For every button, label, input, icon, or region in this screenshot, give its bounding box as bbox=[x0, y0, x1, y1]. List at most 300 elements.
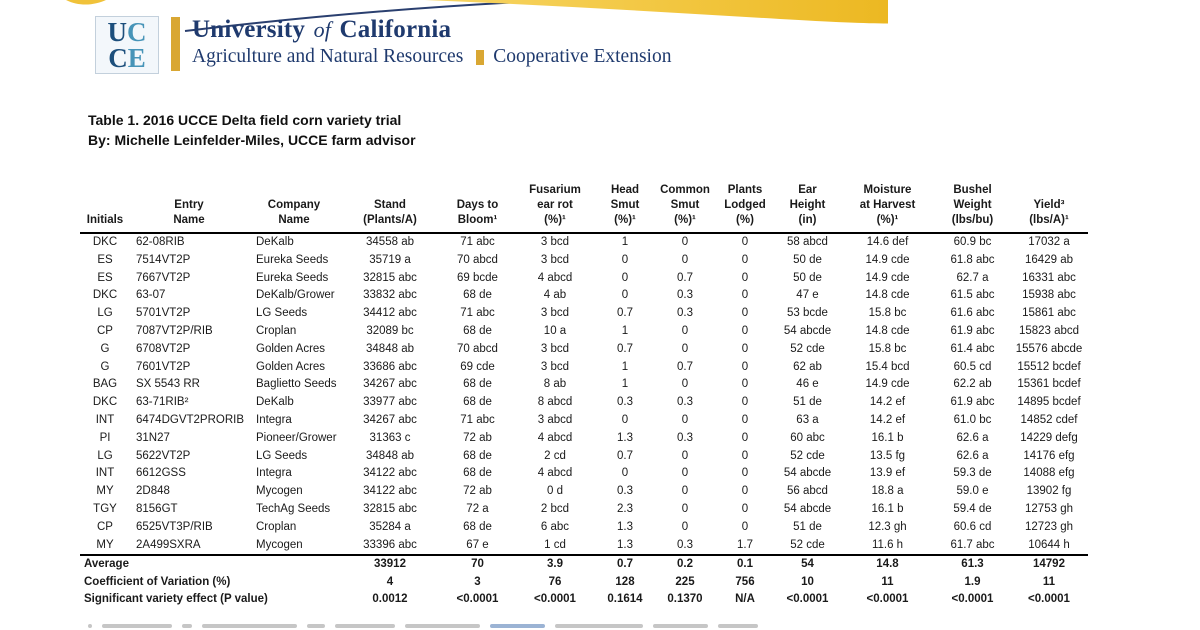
cell-company-name: Golden Acres bbox=[256, 360, 326, 373]
cell-stand: 34267 abc bbox=[363, 378, 417, 391]
cell-yield: 14895 bcdef bbox=[1017, 396, 1081, 409]
summary-cell-head-smut: 128 bbox=[615, 575, 635, 588]
cell-days-to-bloom: 70 abcd bbox=[457, 342, 498, 355]
cell-company-name: Croplan bbox=[256, 520, 297, 533]
cell-common-smut: 0.3 bbox=[677, 289, 693, 302]
cell-bushel-weight: 59.4 de bbox=[953, 502, 992, 515]
cell-ear-height: 54 abcde bbox=[783, 502, 832, 515]
summary-label: Average bbox=[84, 558, 129, 571]
cell-initials: DKC bbox=[92, 289, 118, 302]
cell-yield: 12723 gh bbox=[1025, 520, 1073, 533]
cell-plants-lodged: 0 bbox=[741, 236, 749, 248]
cell-company-name: Pioneer/Grower bbox=[256, 431, 337, 444]
cell-company-name: Golden Acres bbox=[256, 342, 326, 355]
col-header-entry-name: Entry Name bbox=[130, 168, 248, 233]
cell-plants-lodged: 0 bbox=[741, 485, 749, 498]
cell-common-smut: 0 bbox=[681, 342, 689, 355]
cell-ear-height: 63 a bbox=[796, 413, 819, 426]
ucce-logo bbox=[95, 16, 671, 74]
cell-days-to-bloom: 67 e bbox=[440, 537, 515, 556]
cell-moisture-at-harvest: 11.6 h bbox=[840, 537, 935, 556]
cell-plants-lodged: 0 bbox=[741, 467, 749, 480]
cell-head-smut: 0 bbox=[621, 271, 629, 284]
cell-plants-lodged: 0 bbox=[741, 413, 749, 426]
table-row bbox=[80, 323, 1088, 341]
cell-stand: 33832 abc bbox=[363, 289, 417, 302]
cell-head-smut: 1 bbox=[621, 324, 629, 337]
cell-entry-name: 2A499SXRA bbox=[130, 537, 248, 556]
cell-stand: 34122 abc bbox=[363, 467, 417, 480]
summary-label: Significant variety effect (P value) bbox=[84, 593, 268, 606]
cell-yield: 14852 cdef bbox=[1020, 413, 1078, 426]
cell-fusarium-ear-rot: 3 bcd bbox=[540, 307, 570, 320]
cell-days-to-bloom: 72 a bbox=[466, 502, 489, 515]
cell-entry-name: 7087VT2P/RIB bbox=[136, 324, 213, 337]
cell-stand: 34848 ab bbox=[366, 449, 414, 462]
variety-trial-table bbox=[80, 168, 1088, 609]
cell-initials: LG bbox=[97, 449, 113, 462]
cell-stand: 33686 abc bbox=[363, 360, 417, 373]
title-block bbox=[88, 110, 416, 150]
cell-moisture-at-harvest: 18.8 a bbox=[871, 485, 904, 498]
table-body bbox=[80, 233, 1088, 555]
cell-bushel-weight: 61.7 abc bbox=[935, 537, 1010, 556]
summary-cell-common-smut: 0.1370 bbox=[667, 593, 703, 606]
cell-bushel-weight: 59.3 de bbox=[953, 467, 992, 480]
cell-entry-name: 7514VT2P bbox=[136, 253, 191, 266]
cell-head-smut: 0.3 bbox=[617, 485, 633, 498]
cell-bushel-weight: 61.6 abc bbox=[950, 307, 995, 320]
cell-company-name: Eureka Seeds bbox=[256, 271, 329, 284]
cell-entry-name: 2D848 bbox=[136, 485, 170, 498]
cell-entry-name: 5701VT2P bbox=[136, 307, 191, 320]
summary-cell-moisture-at-harvest: 11 bbox=[881, 575, 894, 588]
cell-moisture-at-harvest: 14.9 cde bbox=[865, 253, 910, 266]
cell-initials: LG bbox=[97, 307, 113, 320]
logo-divider-bar bbox=[171, 17, 180, 71]
summary-cell-yield: 14792 bbox=[1033, 558, 1065, 571]
logo-text bbox=[192, 16, 671, 70]
table-row bbox=[80, 537, 1088, 556]
cell-common-smut: 0.3 bbox=[677, 396, 693, 409]
cell-ear-height: 52 cde bbox=[790, 449, 825, 462]
cell-plants-lodged: 0 bbox=[741, 342, 749, 355]
col-header-initials: Initials bbox=[80, 168, 130, 233]
cell-common-smut: 0 bbox=[681, 378, 689, 391]
cell-company-name: Croplan bbox=[256, 324, 297, 337]
summary-cell-fusarium-ear-rot: 3.9 bbox=[547, 558, 563, 571]
university-wordmark: University of California bbox=[192, 16, 452, 43]
cell-fusarium-ear-rot: 0 d bbox=[547, 485, 563, 498]
cell-fusarium-ear-rot: 3 bcd bbox=[540, 253, 570, 266]
cell-head-smut: 0.7 bbox=[617, 449, 633, 462]
cell-entry-name: 6612GSS bbox=[136, 467, 186, 480]
col-header-head-smut: Head Smut (%)¹ bbox=[595, 168, 655, 233]
cell-common-smut: 0 bbox=[681, 502, 689, 515]
cell-bushel-weight: 61.8 abc bbox=[950, 253, 995, 266]
cell-company-name: Integra bbox=[256, 467, 292, 480]
cell-yield: 10644 h bbox=[1010, 537, 1088, 556]
summary-cell-ear-height: <0.0001 bbox=[786, 593, 829, 606]
cell-stand: 32815 abc bbox=[363, 502, 417, 515]
summary-cell-stand: 4 bbox=[386, 575, 394, 588]
coop-divider-bar bbox=[476, 50, 484, 65]
cell-initials: BAG bbox=[92, 378, 118, 391]
cell-moisture-at-harvest: 14.8 cde bbox=[865, 289, 910, 302]
cell-plants-lodged: 0 bbox=[741, 307, 749, 320]
cell-head-smut: 1 bbox=[621, 378, 629, 391]
cell-days-to-bloom: 72 ab bbox=[463, 431, 492, 444]
cell-entry-name: 7667VT2P bbox=[136, 271, 191, 284]
table-row bbox=[80, 465, 1088, 483]
cell-common-smut: 0 bbox=[681, 467, 689, 480]
summary-cell-fusarium-ear-rot: 76 bbox=[548, 575, 562, 588]
table-row bbox=[80, 287, 1088, 305]
cell-moisture-at-harvest: 16.1 b bbox=[871, 502, 904, 515]
cell-moisture-at-harvest: 16.1 b bbox=[871, 431, 904, 444]
cell-fusarium-ear-rot: 3 bcd bbox=[540, 360, 570, 373]
cell-bushel-weight: 61.5 abc bbox=[950, 289, 995, 302]
summary-row bbox=[80, 574, 1088, 591]
summary-label: Coefficient of Variation (%) bbox=[84, 575, 231, 588]
cell-company-name: DeKalb bbox=[256, 396, 294, 409]
cell-bushel-weight: 62.7 a bbox=[956, 271, 989, 284]
cell-fusarium-ear-rot: 4 ab bbox=[543, 289, 567, 302]
table-row bbox=[80, 341, 1088, 359]
cell-common-smut: 0 bbox=[681, 485, 689, 498]
cell-company-name: TechAg Seeds bbox=[256, 502, 331, 515]
col-header-fusarium-ear-rot: Fusarium ear rot (%)¹ bbox=[515, 168, 595, 233]
cell-common-smut: 0 bbox=[681, 520, 689, 533]
col-header-bushel-weight: Bushel Weight (lbs/bu) bbox=[935, 168, 1010, 233]
cell-ear-height: 58 abcd bbox=[787, 236, 828, 248]
cell-plants-lodged: 0 bbox=[741, 253, 749, 266]
logo-mark-row2: CE bbox=[108, 43, 146, 73]
cell-initials: ES bbox=[97, 271, 113, 284]
cell-plants-lodged: 1.7 bbox=[715, 537, 775, 556]
cell-head-smut: 0.7 bbox=[617, 307, 633, 320]
cell-bushel-weight: 61.9 abc bbox=[950, 396, 995, 409]
cell-ear-height: 50 de bbox=[793, 253, 822, 266]
cell-moisture-at-harvest: 14.2 ef bbox=[869, 413, 906, 426]
cell-moisture-at-harvest: 13.9 ef bbox=[869, 467, 906, 480]
cell-entry-name: 62-08RIB bbox=[136, 236, 185, 248]
cell-entry-name: 5622VT2P bbox=[136, 449, 191, 462]
cell-common-smut: 0 bbox=[681, 449, 689, 462]
cell-plants-lodged: 0 bbox=[741, 324, 749, 337]
table-row bbox=[80, 394, 1088, 412]
cell-yield: 12753 gh bbox=[1025, 502, 1073, 515]
table-row bbox=[80, 359, 1088, 377]
cell-common-smut: 0.3 bbox=[655, 537, 715, 556]
cell-head-smut: 2.3 bbox=[617, 502, 633, 515]
cell-ear-height: 52 cde bbox=[790, 342, 825, 355]
cell-company-name: Mycogen bbox=[256, 485, 303, 498]
table-row bbox=[80, 412, 1088, 430]
cell-initials: CP bbox=[97, 324, 113, 337]
cell-stand: 34848 ab bbox=[366, 342, 414, 355]
summary-cell-plants-lodged: N/A bbox=[735, 593, 755, 606]
cell-entry-name: 31N27 bbox=[136, 431, 170, 444]
cell-initials: G bbox=[100, 342, 110, 355]
cell-entry-name: SX 5543 RR bbox=[136, 378, 200, 391]
cell-bushel-weight: 59.0 e bbox=[956, 485, 989, 498]
cell-days-to-bloom: 69 bcde bbox=[457, 271, 498, 284]
summary-cell-days-to-bloom: 70 bbox=[471, 558, 484, 571]
cell-stand: 34122 abc bbox=[363, 485, 417, 498]
cell-days-to-bloom: 68 de bbox=[463, 520, 492, 533]
cell-common-smut: 0 bbox=[681, 324, 689, 337]
cell-yield: 13902 fg bbox=[1026, 485, 1072, 498]
cell-head-smut: 0 bbox=[621, 253, 629, 266]
cell-yield: 14176 efg bbox=[1023, 449, 1075, 462]
cell-fusarium-ear-rot: 4 abcd bbox=[537, 431, 573, 444]
cell-company-name: Mycogen bbox=[248, 537, 340, 556]
cell-stand: 34412 abc bbox=[363, 307, 417, 320]
summary-cell-head-smut: 0.7 bbox=[617, 558, 633, 571]
summary-cell-plants-lodged: 756 bbox=[735, 575, 755, 588]
cell-initials: MY bbox=[96, 485, 114, 498]
summary-cell-days-to-bloom: <0.0001 bbox=[456, 593, 499, 606]
cell-company-name: Baglietto Seeds bbox=[256, 378, 337, 391]
cell-head-smut: 1 bbox=[621, 360, 629, 373]
cell-head-smut: 0 bbox=[621, 289, 629, 302]
summary-cell-stand: 33912 bbox=[374, 558, 406, 571]
cell-plants-lodged: 0 bbox=[741, 360, 749, 373]
table-row bbox=[80, 519, 1088, 537]
cell-common-smut: 0 bbox=[681, 413, 689, 426]
cell-company-name: LG Seeds bbox=[256, 307, 308, 320]
cell-fusarium-ear-rot: 3 abcd bbox=[537, 413, 573, 426]
cell-moisture-at-harvest: 15.8 bc bbox=[868, 342, 907, 355]
left-gold-wedge bbox=[66, 0, 106, 5]
summary-cell-days-to-bloom: 3 bbox=[474, 575, 481, 588]
summary-cell-ear-height: 54 bbox=[801, 558, 814, 571]
cell-moisture-at-harvest: 13.5 fg bbox=[869, 449, 906, 462]
cell-fusarium-ear-rot: 4 abcd bbox=[537, 271, 573, 284]
cell-company-name: LG Seeds bbox=[256, 449, 308, 462]
cell-fusarium-ear-rot: 1 cd bbox=[515, 537, 595, 556]
cell-days-to-bloom: 68 de bbox=[463, 467, 492, 480]
table-row bbox=[80, 376, 1088, 394]
cell-moisture-at-harvest: 14.9 cde bbox=[865, 271, 910, 284]
cell-stand: 33977 abc bbox=[363, 396, 417, 409]
summary-cell-common-smut: 225 bbox=[675, 575, 695, 588]
cell-plants-lodged: 0 bbox=[741, 431, 749, 444]
cell-company-name: Integra bbox=[256, 413, 292, 426]
cell-days-to-bloom: 71 abc bbox=[460, 413, 495, 426]
table-row bbox=[80, 430, 1088, 448]
table-row bbox=[80, 233, 1088, 252]
logo-mark-row1: UC bbox=[107, 17, 147, 47]
cell-common-smut: 0.3 bbox=[677, 431, 693, 444]
cell-bushel-weight: 62.2 ab bbox=[953, 378, 992, 391]
table-row bbox=[80, 270, 1088, 288]
cell-initials: ES bbox=[97, 253, 113, 266]
cell-stand: 32089 bc bbox=[366, 324, 414, 337]
cell-plants-lodged: 0 bbox=[741, 271, 749, 284]
cell-bushel-weight: 61.9 abc bbox=[950, 324, 995, 337]
cell-moisture-at-harvest: 15.8 bc bbox=[868, 307, 907, 320]
cell-days-to-bloom: 71 abc bbox=[460, 307, 495, 320]
cell-ear-height: 53 bcde bbox=[787, 307, 828, 320]
cell-stand: 33396 abc bbox=[340, 537, 440, 556]
cell-ear-height: 51 de bbox=[793, 396, 822, 409]
cell-stand: 34558 ab bbox=[366, 236, 414, 248]
table-row bbox=[80, 448, 1088, 466]
cell-entry-name: 6708VT2P bbox=[136, 342, 191, 355]
cell-bushel-weight: 62.6 a bbox=[956, 449, 989, 462]
cell-fusarium-ear-rot: 4 abcd bbox=[537, 467, 573, 480]
cell-moisture-at-harvest: 14.6 def bbox=[866, 236, 909, 248]
cell-initials: CP bbox=[97, 520, 113, 533]
cell-days-to-bloom: 69 cde bbox=[460, 360, 495, 373]
cell-bushel-weight: 60.9 bc bbox=[953, 236, 992, 248]
table-row bbox=[80, 305, 1088, 323]
cell-moisture-at-harvest: 14.8 cde bbox=[865, 324, 910, 337]
cell-fusarium-ear-rot: 2 bcd bbox=[540, 502, 570, 515]
cell-stand: 35284 a bbox=[369, 520, 411, 533]
summary-cell-moisture-at-harvest: 14.8 bbox=[876, 558, 899, 571]
cell-moisture-at-harvest: 14.2 ef bbox=[869, 396, 906, 409]
cell-ear-height: 46 e bbox=[796, 378, 819, 391]
cell-entry-name: 7601VT2P bbox=[136, 360, 191, 373]
cell-head-smut: 0 bbox=[621, 413, 629, 426]
cell-days-to-bloom: 70 abcd bbox=[457, 253, 498, 266]
cell-head-smut: 1.3 bbox=[617, 431, 633, 444]
cell-yield: 16429 ab bbox=[1025, 253, 1073, 266]
cell-fusarium-ear-rot: 2 cd bbox=[544, 449, 566, 462]
summary-cell-bushel-weight: 1.9 bbox=[964, 575, 981, 588]
col-header-ear-height: Ear Height (in) bbox=[775, 168, 840, 233]
cell-days-to-bloom: 72 ab bbox=[463, 485, 492, 498]
summary-cell-moisture-at-harvest: <0.0001 bbox=[866, 593, 909, 606]
cell-fusarium-ear-rot: 8 abcd bbox=[537, 396, 573, 409]
cell-common-smut: 0 bbox=[681, 236, 689, 248]
cell-head-smut: 0.3 bbox=[617, 396, 633, 409]
cell-common-smut: 0 bbox=[681, 253, 689, 266]
cell-entry-name: 63-71RIB² bbox=[136, 396, 189, 409]
cell-ear-height: 47 e bbox=[796, 289, 819, 302]
cell-plants-lodged: 0 bbox=[741, 520, 749, 533]
cell-head-smut: 1.3 bbox=[595, 537, 655, 556]
cell-initials: MY bbox=[80, 537, 130, 556]
cell-yield: 14088 efg bbox=[1023, 467, 1075, 480]
cell-days-to-bloom: 68 de bbox=[463, 396, 492, 409]
cell-plants-lodged: 0 bbox=[741, 396, 749, 409]
cell-head-smut: 1 bbox=[621, 236, 629, 248]
cell-head-smut: 1.3 bbox=[617, 520, 633, 533]
cell-fusarium-ear-rot: 6 abc bbox=[540, 520, 570, 533]
cell-ear-height: 50 de bbox=[793, 271, 822, 284]
cell-yield: 15512 bcdef bbox=[1017, 360, 1081, 373]
col-header-yield: Yield³ (lbs/A)¹ bbox=[1010, 168, 1088, 233]
cell-plants-lodged: 0 bbox=[741, 449, 749, 462]
cell-plants-lodged: 0 bbox=[741, 289, 749, 302]
cell-yield: 17032 a bbox=[1028, 236, 1070, 248]
col-header-company-name: Company Name bbox=[248, 168, 340, 233]
cell-initials: INT bbox=[95, 467, 115, 480]
cell-common-smut: 0.7 bbox=[677, 360, 693, 373]
cell-yield: 14229 defg bbox=[1020, 431, 1078, 444]
col-header-common-smut: Common Smut (%)¹ bbox=[655, 168, 715, 233]
cell-initials: G bbox=[100, 360, 110, 373]
cell-stand: 31363 c bbox=[369, 431, 411, 444]
cell-bushel-weight: 62.6 a bbox=[956, 431, 989, 444]
cell-fusarium-ear-rot: 8 ab bbox=[543, 378, 567, 391]
table-summary bbox=[80, 555, 1088, 608]
summary-cell-head-smut: 0.1614 bbox=[607, 593, 643, 606]
cell-ear-height: 52 cde bbox=[775, 537, 840, 556]
cell-entry-name: 6525VT3P/RIB bbox=[136, 520, 213, 533]
cell-days-to-bloom: 71 abc bbox=[460, 236, 495, 248]
table-title: Table 1. 2016 UCCE Delta field corn variety trial bbox=[88, 112, 402, 128]
anr-line bbox=[192, 44, 671, 70]
cell-entry-name: 63-07 bbox=[136, 289, 166, 302]
summary-cell-yield: 11 bbox=[1042, 575, 1056, 588]
cell-common-smut: 0.7 bbox=[677, 271, 693, 284]
table-row bbox=[80, 252, 1088, 270]
cell-yield: 15861 abc bbox=[1022, 307, 1076, 320]
cell-moisture-at-harvest: 15.4 bcd bbox=[865, 360, 910, 373]
cell-fusarium-ear-rot: 10 a bbox=[543, 324, 567, 337]
byline: By: Michelle Leinfelder-Miles, UCCE farm advisor bbox=[88, 132, 416, 148]
summary-cell-bushel-weight: 61.3 bbox=[961, 558, 984, 571]
col-header-stand: Stand (Plants/A) bbox=[340, 168, 440, 233]
cell-initials: PI bbox=[99, 431, 111, 444]
table-header-row bbox=[80, 168, 1088, 233]
cell-yield: 15576 abcde bbox=[1015, 342, 1083, 355]
cell-moisture-at-harvest: 14.9 cde bbox=[865, 378, 910, 391]
table-row bbox=[80, 483, 1088, 501]
cell-ear-height: 51 de bbox=[793, 520, 822, 533]
cell-stand: 32815 abc bbox=[363, 271, 417, 284]
cell-yield: 15823 abcd bbox=[1018, 324, 1080, 337]
cell-yield: 16331 abc bbox=[1022, 271, 1076, 284]
cell-ear-height: 54 abcde bbox=[783, 324, 832, 337]
cell-company-name: Eureka Seeds bbox=[256, 253, 329, 266]
cell-days-to-bloom: 68 de bbox=[463, 324, 492, 337]
cell-stand: 34267 abc bbox=[363, 413, 417, 426]
cell-yield: 15361 bcdef bbox=[1017, 378, 1081, 391]
summary-row bbox=[80, 591, 1088, 608]
cell-days-to-bloom: 68 de bbox=[463, 378, 492, 391]
cell-bushel-weight: 60.6 cd bbox=[953, 520, 992, 533]
cell-yield: 15938 abc bbox=[1022, 289, 1076, 302]
cell-head-smut: 0.7 bbox=[617, 342, 633, 355]
summary-cell-ear-height: 10 bbox=[801, 575, 814, 588]
cell-fusarium-ear-rot: 3 bcd bbox=[540, 236, 570, 248]
cell-head-smut: 0 bbox=[621, 467, 629, 480]
col-header-days-to-bloom: Days to Bloom¹ bbox=[440, 168, 515, 233]
anr-label: Agriculture and Natural Resources bbox=[192, 46, 464, 67]
cell-plants-lodged: 0 bbox=[741, 378, 749, 391]
table-row bbox=[80, 501, 1088, 519]
cell-days-to-bloom: 68 de bbox=[463, 289, 492, 302]
summary-cell-stand: 0.0012 bbox=[372, 593, 408, 606]
footnote-clipped-line bbox=[88, 624, 758, 628]
cell-initials: DKC bbox=[92, 236, 118, 248]
summary-cell-common-smut: 0.2 bbox=[677, 558, 693, 571]
cell-entry-name: 6474DGVT2PRORIB bbox=[136, 413, 245, 426]
summary-cell-fusarium-ear-rot: <0.0001 bbox=[534, 593, 576, 606]
summary-cell-bushel-weight: <0.0001 bbox=[951, 593, 994, 606]
summary-cell-plants-lodged: 0.1 bbox=[737, 558, 753, 571]
cooperative-extension-label: Cooperative Extension bbox=[493, 46, 672, 67]
cell-stand: 35719 a bbox=[369, 253, 411, 266]
cell-ear-height: 62 ab bbox=[793, 360, 822, 373]
cell-company-name: DeKalb/Grower bbox=[256, 289, 335, 302]
